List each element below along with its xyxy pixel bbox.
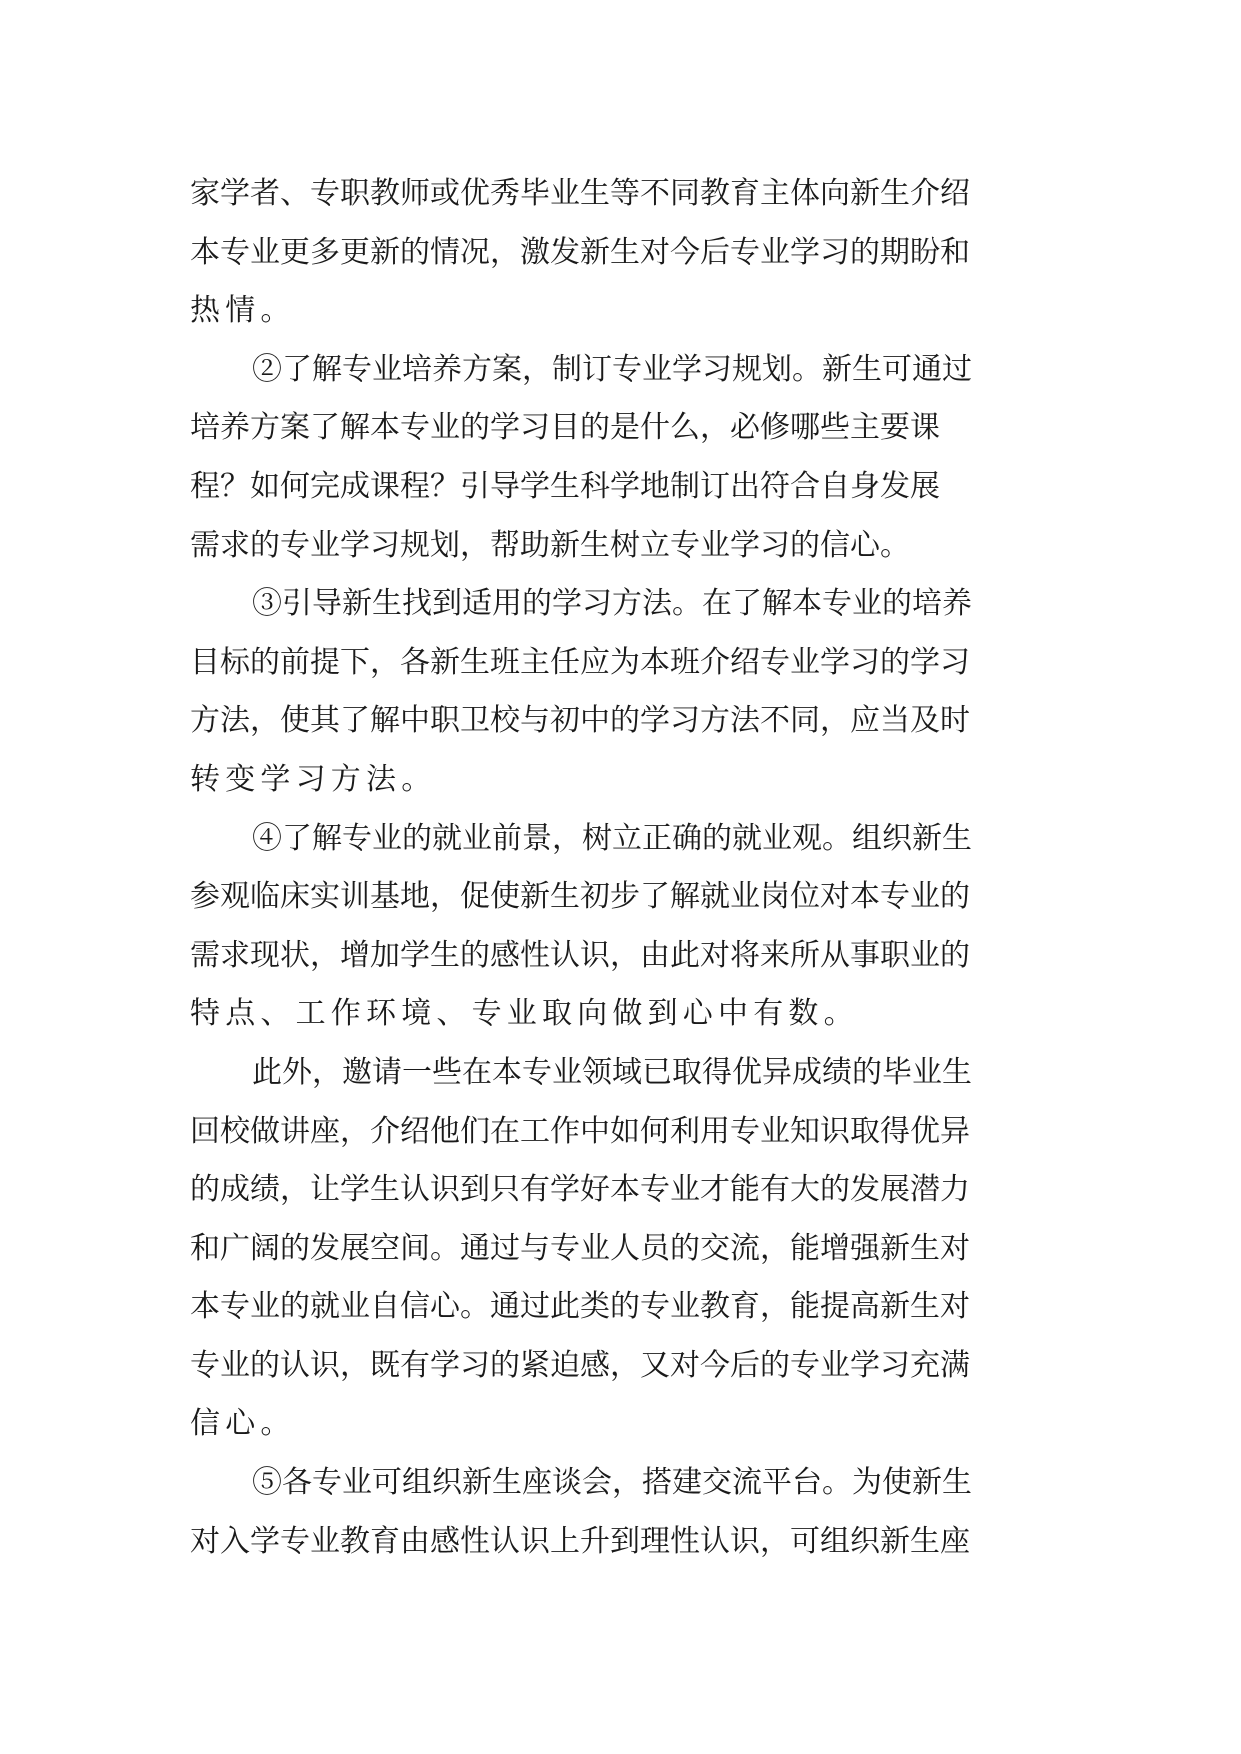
text-line: 和广阔的发展空间。通过与专业人员的交流，能增强新生对 <box>190 1230 970 1266</box>
text-line: 此外，邀请一些在本专业领域已取得优异成绩的毕业生 <box>252 1054 972 1090</box>
text-line: ②了解专业培养方案，制订专业学习规划。新生可通过 <box>252 351 972 387</box>
text-line: 需求的专业学习规划，帮助新生树立专业学习的信心。 <box>190 527 910 563</box>
text-line: 需求现状，增加学生的感性认识，由此对将来所从事职业的 <box>190 937 970 973</box>
text-line: 本专业更多更新的情况，激发新生对今后专业学习的期盼和 <box>190 234 970 270</box>
text-line: 转变学习方法。 <box>190 761 437 797</box>
text-line: 培养方案了解本专业的学习目的是什么，必修哪些主要课 <box>190 410 940 446</box>
text-line: 信心。 <box>190 1406 296 1442</box>
text-line: 对入学专业教育由感性认识上升到理性认识，可组织新生座 <box>190 1523 970 1559</box>
document-body <box>190 165 1056 1571</box>
text-line: 目标的前提下，各新生班主任应为本班介绍专业学习的学习 <box>190 644 970 680</box>
text-line: ⑤各专业可组织新生座谈会，搭建交流平台。为使新生 <box>252 1465 972 1501</box>
text-line: ③引导新生找到适用的学习方法。在了解本专业的培养 <box>252 586 972 622</box>
text-line: 的成绩，让学生认识到只有学好本专业才能有大的发展潜力 <box>190 1172 970 1208</box>
text-line: 程？如何完成课程？引导学生科学地制订出符合自身发展 <box>190 468 940 504</box>
text-line: 特点、工作环境、专业取向做到心中有数。 <box>190 996 859 1032</box>
text-line: 方法，使其了解中职卫校与初中的学习方法不同，应当及时 <box>190 703 970 739</box>
text-line: 专业的认识，既有学习的紧迫感，又对今后的专业学习充满 <box>190 1347 970 1383</box>
text-line: 参观临床实训基地，促使新生初步了解就业岗位对本专业的 <box>190 879 970 915</box>
text-line: 回校做讲座，介绍他们在工作中如何利用专业知识取得优异 <box>190 1113 970 1149</box>
text-line: 本专业的就业自信心。通过此类的专业教育，能提高新生对 <box>190 1289 970 1325</box>
text-line: 家学者、专职教师或优秀毕业生等不同教育主体向新生介绍 <box>190 176 970 211</box>
text-line: 热情。 <box>190 293 296 329</box>
text-line: ④了解专业的就业前景，树立正确的就业观。组织新生 <box>252 820 972 856</box>
